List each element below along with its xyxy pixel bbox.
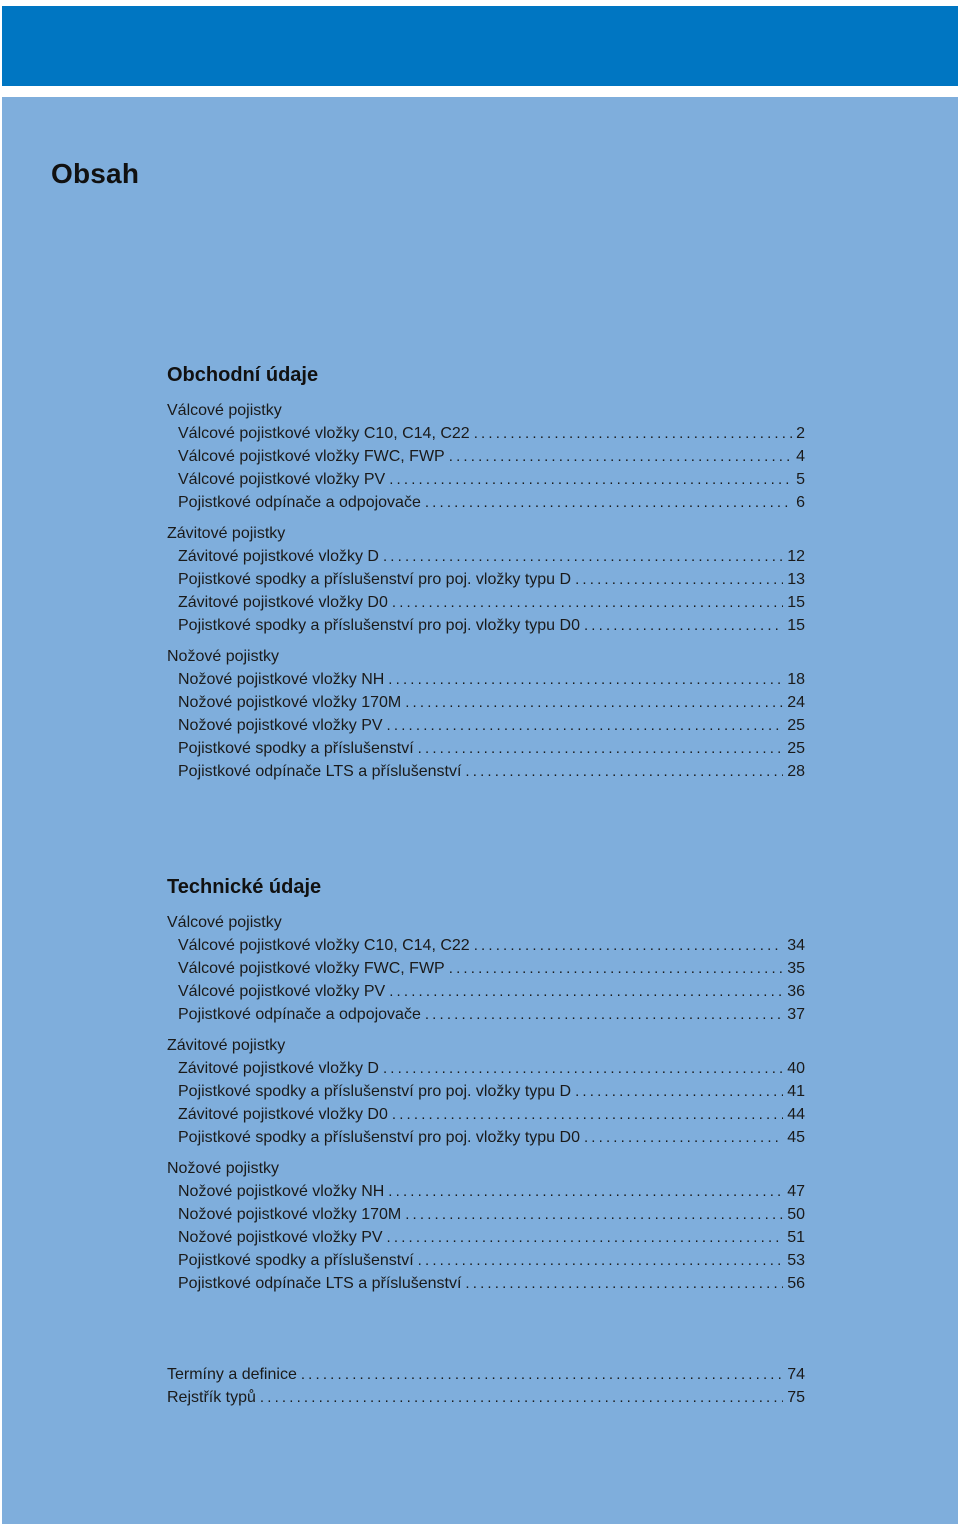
group-title: Nožové pojistky — [167, 1160, 280, 1177]
toc-entry-label: Pojistkové spodky a příslušenství pro poj. vložky typu D — [178, 1083, 572, 1100]
toc-page-number: 36 — [787, 983, 805, 1000]
dot-leader — [418, 1249, 784, 1272]
toc-entry[interactable] — [167, 568, 805, 591]
dot-leader — [389, 468, 792, 491]
toc-entry-label: Nožové pojistkové vložky PV — [178, 1229, 383, 1246]
toc-page-number: 45 — [787, 1129, 805, 1146]
toc-page-number: 35 — [787, 960, 805, 977]
toc-entry[interactable] — [167, 1180, 805, 1203]
toc-entry-label: Pojistkové odpínače a odpojovače — [178, 1006, 421, 1023]
dot-leader — [425, 1003, 783, 1026]
group-title: Válcové pojistky — [167, 914, 282, 931]
toc-entry[interactable] — [167, 691, 805, 714]
toc-entry[interactable] — [167, 1272, 805, 1295]
section-appendix — [167, 1363, 805, 1409]
dot-leader — [387, 1226, 784, 1249]
toc-group — [167, 1157, 805, 1295]
dot-leader — [388, 1180, 783, 1203]
group-title: Závitové pojistky — [167, 525, 286, 542]
toc-page-number: 25 — [787, 717, 805, 734]
toc-page-number: 56 — [787, 1275, 805, 1292]
toc-entry-label: Válcové pojistkové vložky C10, C14, C22 — [178, 937, 470, 954]
dot-leader — [405, 1203, 783, 1226]
dot-leader — [301, 1363, 783, 1386]
toc-page-number: 18 — [787, 671, 805, 688]
dot-leader — [392, 591, 783, 614]
toc-page-number: 50 — [787, 1206, 805, 1223]
toc-page-number: 34 — [787, 937, 805, 954]
content-panel — [2, 97, 958, 1524]
toc-group — [167, 645, 805, 783]
toc-entry[interactable] — [167, 980, 805, 1003]
toc-entry[interactable] — [167, 1226, 805, 1249]
toc-page-number: 41 — [787, 1083, 805, 1100]
toc-entry-label: Nožové pojistkové vložky 170M — [178, 694, 402, 711]
toc-entry-label: Nožové pojistkové vložky 170M — [178, 1206, 402, 1223]
toc-entry-label: Válcové pojistkové vložky FWC, FWP — [178, 448, 445, 465]
toc-entry-label: Válcové pojistkové vložky FWC, FWP — [178, 960, 445, 977]
toc-entry-label: Nožové pojistkové vložky NH — [178, 671, 385, 688]
dot-leader — [405, 691, 783, 714]
toc-entry-label: Pojistkové odpínače LTS a příslušenství — [178, 1275, 462, 1292]
toc-entry-label: Válcové pojistkové vložky PV — [178, 471, 386, 488]
dot-leader — [575, 1080, 783, 1103]
toc-entry[interactable] — [167, 1249, 805, 1272]
dot-leader — [449, 957, 783, 980]
section-heading: Technické údaje — [167, 876, 322, 898]
toc-entry-label: Závitové pojistkové vložky D — [178, 548, 379, 565]
dot-leader — [575, 568, 783, 591]
group-title: Nožové pojistky — [167, 648, 280, 665]
toc-page-number: 13 — [787, 571, 805, 588]
toc-entry-label: Pojistkové spodky a příslušenství — [178, 1252, 414, 1269]
toc-entry[interactable] — [167, 491, 805, 514]
toc-entry-label: Pojistkové odpínače LTS a příslušenství — [178, 763, 462, 780]
dot-leader — [465, 760, 783, 783]
dot-leader — [388, 668, 783, 691]
section-heading: Obchodní údaje — [167, 364, 319, 386]
toc-page-number: 5 — [796, 471, 805, 488]
toc-entry-label: Pojistkové odpínače a odpojovače — [178, 494, 421, 511]
toc-page-number: 74 — [787, 1366, 805, 1383]
section-obchodni-udaje — [167, 363, 805, 791]
toc-group — [167, 1034, 805, 1149]
toc-entry-label: Závitové pojistkové vložky D0 — [178, 594, 388, 611]
toc-page-number: 6 — [796, 494, 805, 511]
header-bar — [2, 6, 958, 86]
toc-page-number: 51 — [787, 1229, 805, 1246]
toc-entry-label: Pojistkové spodky a příslušenství pro poj. vložky typu D0 — [178, 1129, 580, 1146]
toc-entry[interactable] — [167, 614, 805, 637]
dot-leader — [474, 934, 784, 957]
group-title: Závitové pojistky — [167, 1037, 286, 1054]
dot-leader — [383, 1057, 783, 1080]
dot-leader — [260, 1386, 783, 1409]
toc-entry[interactable] — [167, 714, 805, 737]
toc-page-number: 28 — [787, 763, 805, 780]
toc-entry[interactable] — [167, 422, 805, 445]
toc-entry[interactable] — [167, 1386, 805, 1409]
dot-leader — [584, 614, 783, 637]
toc-entry-label: Válcové pojistkové vložky C10, C14, C22 — [178, 425, 470, 442]
toc-entry-label: Závitové pojistkové vložky D0 — [178, 1106, 388, 1123]
dot-leader — [383, 545, 783, 568]
dot-leader — [465, 1272, 783, 1295]
toc-entry[interactable] — [167, 737, 805, 760]
toc-page-number: 12 — [787, 548, 805, 565]
toc-entry[interactable] — [167, 1363, 805, 1386]
toc-entry[interactable] — [167, 1080, 805, 1103]
toc-entry[interactable] — [167, 591, 805, 614]
dot-leader — [425, 491, 792, 514]
toc-entry-label: Závitové pojistkové vložky D — [178, 1060, 379, 1077]
toc-entry[interactable] — [167, 445, 805, 468]
toc-entry[interactable] — [167, 957, 805, 980]
toc-entry[interactable] — [167, 760, 805, 783]
toc-page-number: 15 — [787, 594, 805, 611]
toc-page-number: 4 — [796, 448, 805, 465]
toc-entry[interactable] — [167, 1003, 805, 1026]
dot-leader — [389, 980, 783, 1003]
toc-entry-label: Pojistkové spodky a příslušenství — [178, 740, 414, 757]
toc-page-number: 40 — [787, 1060, 805, 1077]
dot-leader — [387, 714, 784, 737]
toc-page-number: 25 — [787, 740, 805, 757]
group-title: Válcové pojistky — [167, 402, 282, 419]
toc-entry-label: Pojistkové spodky a příslušenství pro poj. vložky typu D0 — [178, 617, 580, 634]
toc-entry[interactable] — [167, 468, 805, 491]
toc-entry[interactable] — [167, 934, 805, 957]
toc-entry-label: Pojistkové spodky a příslušenství pro poj. vložky typu D — [178, 571, 572, 588]
toc-entry[interactable] — [167, 1203, 805, 1226]
toc-entry[interactable] — [167, 1103, 805, 1126]
toc-entry[interactable] — [167, 1126, 805, 1149]
dot-leader — [449, 445, 792, 468]
toc-entry-label: Termíny a definice — [167, 1366, 297, 1383]
dot-leader — [474, 422, 792, 445]
toc-group — [167, 399, 805, 514]
toc-entry[interactable] — [167, 668, 805, 691]
toc-entry-label: Nožové pojistkové vložky PV — [178, 717, 383, 734]
toc-page-number: 44 — [787, 1106, 805, 1123]
toc-group — [167, 522, 805, 637]
toc-entry-label: Rejstřík typů — [167, 1389, 256, 1406]
toc-page-number: 75 — [787, 1389, 805, 1406]
toc-page-number: 24 — [787, 694, 805, 711]
toc-entry[interactable] — [167, 1057, 805, 1080]
toc-page-number: 47 — [787, 1183, 805, 1200]
page-title: Obsah — [51, 158, 140, 189]
dot-leader — [392, 1103, 783, 1126]
toc-page-number: 15 — [787, 617, 805, 634]
dot-leader — [418, 737, 784, 760]
toc-entry[interactable] — [167, 545, 805, 568]
toc-page-number: 2 — [796, 425, 805, 442]
toc-page-number: 53 — [787, 1252, 805, 1269]
dot-leader — [584, 1126, 783, 1149]
toc-entry-label: Nožové pojistkové vložky NH — [178, 1183, 385, 1200]
toc-page-number: 37 — [787, 1006, 805, 1023]
section-technicke-udaje — [167, 875, 805, 1303]
toc-entry-label: Válcové pojistkové vložky PV — [178, 983, 386, 1000]
toc-group — [167, 911, 805, 1026]
